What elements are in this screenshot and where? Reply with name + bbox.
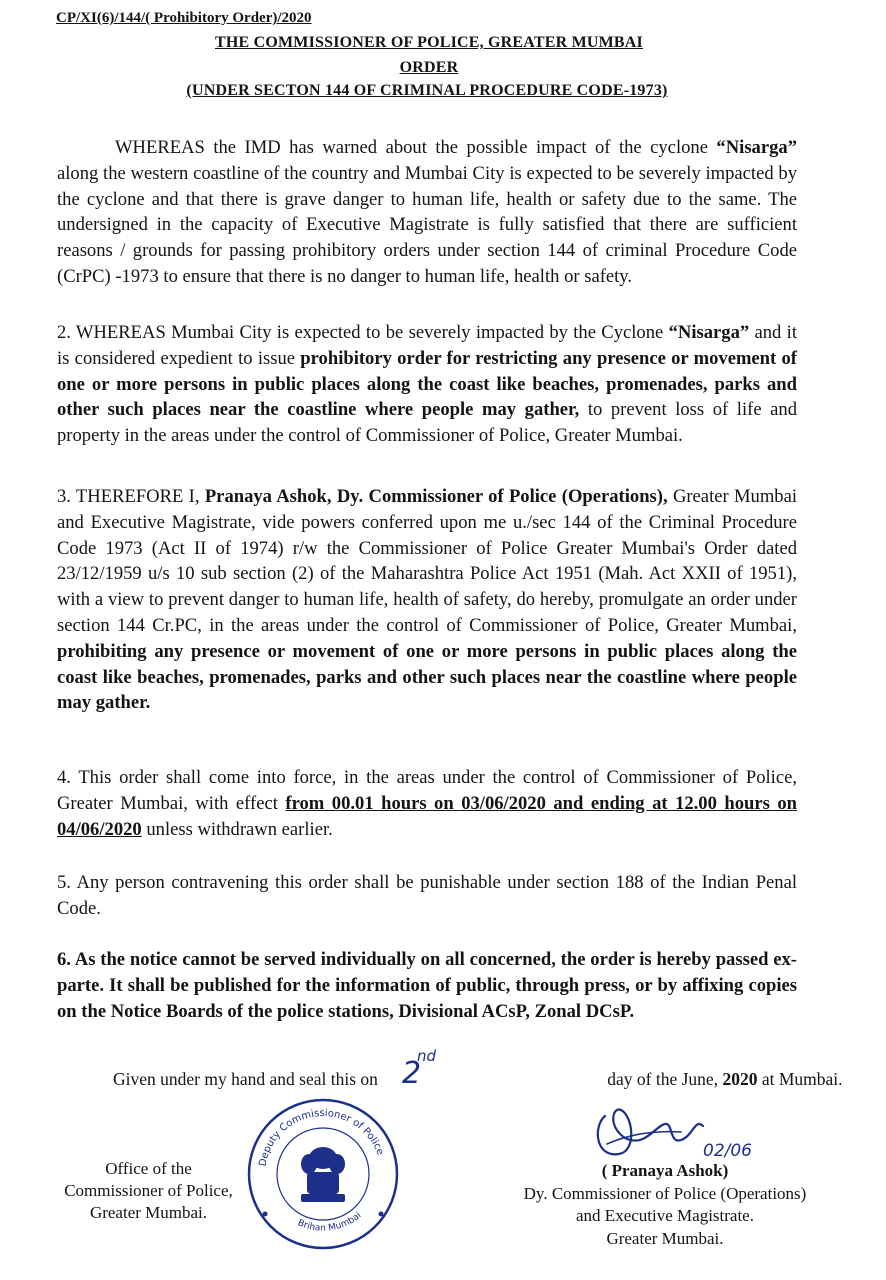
authority-heading: THE COMMISSIONER OF POLICE, GREATER MUMBAI	[215, 34, 643, 51]
given-text-b: day of the June,	[607, 1069, 723, 1089]
given-text-rest	[607, 1069, 842, 1089]
handwritten-day: 2	[402, 1056, 422, 1091]
paragraph-2-text-a: 2. WHEREAS Mumbai City is expected to be severely impacted by the Cyclone	[57, 322, 669, 343]
paragraph-1	[57, 135, 797, 290]
signatory-role: and Executive Magistrate.	[576, 1206, 754, 1225]
office-block	[56, 1158, 241, 1224]
paragraph-3-text-c: Greater Mumbai and Executive Magistrate, vide powers conferred upon me u./sec 144 of the Criminal Procedure Code 1973 (Act II of 1974) r/w the Commissioner of Police Greater Mumbai's Order dated 23/12/1959 u/s 10 sub section (2) of the Maharashtra Police Act 1951 (Mah. Act XXII of 1951), with a view to prevent danger to human life, health of safety, do hereby, promulgate an order under section 144 Cr.PC, in the areas under the control of Commissioner of Police, Greater Mumbai,	[57, 486, 797, 636]
signatory-name: ( Pranaya Ashok)	[601, 1161, 729, 1180]
section-heading: (UNDER SECTON 144 OF CRIMINAL PROCEDURE CODE-1973)	[186, 82, 668, 99]
paragraph-3-bold: prohibiting any presence or movement of one or more persons in public places along the coast like beaches, promenades, parks and other such places near the coastline where people may gather.	[57, 640, 797, 714]
signatory-block	[500, 1160, 830, 1250]
paragraph-3	[57, 484, 797, 716]
office-line-1: Office of the	[105, 1159, 192, 1178]
given-under-hand-line	[113, 1047, 843, 1091]
paragraph-1-text-a: WHEREAS the IMD has warned about the possible impact of the cyclone	[115, 137, 717, 158]
order-heading: ORDER	[399, 59, 459, 76]
given-year: 2020	[722, 1069, 758, 1089]
office-line-2: Commissioner of Police,	[64, 1181, 233, 1200]
paragraph-2	[57, 320, 797, 449]
signatory-location: Greater Mumbai.	[606, 1228, 724, 1248]
paragraph-5: 5. Any person contravening this order shall be punishable under section 188 of the Indian Penal Code.	[57, 872, 797, 919]
paragraph-1-text-c: along the western coastline of the country and Mumbai City is expected to be severely impacted by the cyclone and that there is grave danger to human life, health or safety due to the same. The undersigned in the capacity of Executive Magistrate is fully satisfied that there are sufficient reasons / grounds for passing prohibitory orders under section 144 of criminal Procedure Code (CrPC) -1973 to ensure that there is no danger to human life, health or safety.	[57, 162, 797, 287]
reference-number: CP/XI(6)/144/( Prohibitory Order)/2020	[56, 10, 312, 26]
paragraph-3-text-a: 3. THEREFORE I,	[57, 486, 205, 507]
given-text-c: at Mumbai.	[757, 1069, 843, 1089]
handwritten-day-suffix: nd	[417, 1047, 437, 1065]
paragraph-4-text-a: 4. This order shall come into force, in the areas under the control of Commissioner of Police, Greater Mumbai, with effect	[57, 767, 797, 814]
effective-period: from 00.01 hours on 03/06/2020 and ending at 12.00 hours on 04/06/2020	[57, 792, 797, 840]
paragraph-4	[57, 765, 797, 842]
official-seal-stamp	[243, 1092, 403, 1257]
cyclone-name: “Nisarga”	[716, 137, 797, 158]
paragraph-4-text-c: unless withdrawn earlier.	[141, 818, 333, 840]
paragraph-2-text-c: and it is considered expedient to issue	[57, 322, 797, 369]
office-line-3: Greater Mumbai.	[89, 1203, 208, 1222]
cyclone-name: “Nisarga”	[668, 322, 750, 343]
paragraph-2-text-e: to prevent loss of life and property in the areas under the control of Commissioner of Police, Greater Mumbai.	[57, 399, 798, 447]
paragraph-2-bold: prohibitory order for restricting any presence or movement of one or more persons in public places along the coast like beaches, promenades, parks and other such places near the coastline where people may gather,	[57, 347, 797, 421]
svg-text:Deputy Commissioner of Police: Deputy Commissioner of Police	[257, 1107, 386, 1168]
given-text-a: Given under my hand and seal this on	[113, 1069, 378, 1089]
signatory-designation: Dy. Commissioner of Police (Operations)	[523, 1183, 807, 1203]
signature-date: 02/06	[703, 1141, 752, 1161]
svg-text:Brihan Mumbai: Brihan Mumbai	[296, 1210, 364, 1234]
paragraph-6: 6. As the notice cannot be served individually on all concerned, the order is hereby passed ex-parte. It shall be published for the information of public, through press, or by affixing copies on the Notice Boards of the police stations, Divisional ACsP, Zonal DCsP.	[57, 949, 797, 1022]
officer-name: Pranaya Ashok, Dy. Commissioner of Police (Operations),	[204, 486, 668, 507]
